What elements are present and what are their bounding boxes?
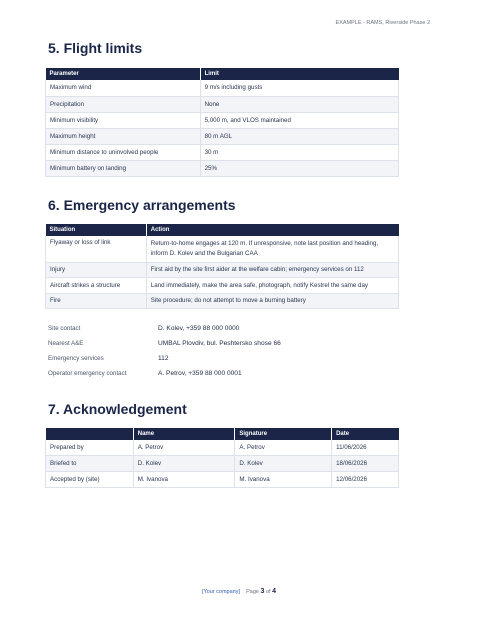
cell-parameter: Maximum height (46, 128, 201, 144)
column-header-signature: Signature (235, 428, 332, 440)
column-header-situation: Situation (46, 224, 147, 236)
cell-limit: 25% (200, 160, 398, 176)
contact-label: Emergency services (48, 355, 104, 362)
cell-limit: None (200, 96, 398, 112)
table-row (46, 96, 399, 112)
cell-signature: M. Ivanova (235, 471, 332, 487)
table-row (46, 440, 399, 455)
table-header-row (46, 68, 399, 80)
contact-row (48, 366, 281, 381)
column-header-date: Date (332, 428, 399, 440)
cell-date: 11/06/2026 (332, 440, 399, 455)
cell-role: Accepted by (site) (46, 471, 134, 487)
column-header-role (46, 428, 134, 440)
cell-situation: Flyaway or loss of link (46, 236, 147, 262)
table-row (46, 80, 399, 96)
table-row (46, 471, 399, 487)
cell-parameter: Precipitation (46, 96, 201, 112)
page-label: Page (246, 589, 259, 595)
table-row (46, 160, 399, 176)
section-title-acknowledgement: 7. Acknowledgement (48, 401, 187, 417)
page-total: 4 (272, 588, 276, 595)
contact-row (48, 351, 281, 366)
table-row (46, 236, 399, 262)
column-header-limit: Limit (200, 68, 398, 80)
contact-value: D. Kolev, +359 88 000 0000 (158, 325, 240, 332)
table-row (46, 455, 399, 471)
column-header-parameter: Parameter (46, 68, 201, 80)
cell-limit: 80 m AGL (200, 128, 398, 144)
table-row (46, 293, 399, 308)
emergency-table (45, 224, 399, 309)
acknowledgement-table (45, 428, 399, 488)
page-footer (0, 588, 478, 595)
cell-situation: Aircraft strikes a structure (46, 277, 147, 293)
table-row (46, 144, 399, 160)
contact-label: Operator emergency contact (48, 370, 127, 377)
cell-role: Briefed to (46, 455, 134, 471)
cell-action: Site procedure; do not attempt to move a burning battery (146, 293, 398, 308)
contact-label: Nearest A&E (48, 340, 84, 347)
cell-limit: 5,000 m, and VLOS maintained (200, 112, 398, 128)
emergency-contacts (48, 321, 281, 381)
cell-parameter: Minimum distance to uninvolved people (46, 144, 201, 160)
cell-action: Return-to-home engages at 120 m. If unresponsive, note last position and heading, inform D. Kolev and the Bulgarian CAA (146, 236, 398, 262)
cell-name: A. Petrov (133, 440, 235, 455)
cell-name: M. Ivanova (133, 471, 235, 487)
page-of-label: of (265, 589, 271, 595)
column-header-name: Name (133, 428, 235, 440)
cell-parameter: Minimum visibility (46, 112, 201, 128)
cell-name: D. Kolev (133, 455, 235, 471)
table-row (46, 112, 399, 128)
running-header: EXAMPLE - RAMS, Riverside Phase 2 (335, 20, 430, 26)
cell-action: Land immediately, make the area safe, photograph, notify Kestrel the same day (146, 277, 398, 293)
table-row (46, 262, 399, 277)
cell-limit: 9 m/s including gusts (200, 80, 398, 96)
company-placeholder: [Your company] (202, 589, 241, 595)
cell-signature: D. Kolev (235, 455, 332, 471)
contact-value: 112 (158, 355, 169, 362)
table-header-row (46, 224, 399, 236)
cell-limit: 30 m (200, 144, 398, 160)
column-header-action: Action (146, 224, 398, 236)
section-title-flight-limits: 5. Flight limits (48, 40, 143, 56)
cell-role: Prepared by (46, 440, 134, 455)
page-number: 3 (260, 588, 265, 595)
section-title-emergency: 6. Emergency arrangements (48, 197, 236, 213)
table-row (46, 277, 399, 293)
cell-situation: Injury (46, 262, 147, 277)
table-header-row (46, 428, 399, 440)
cell-parameter: Minimum battery on landing (46, 160, 201, 176)
cell-signature: A. Petrov (235, 440, 332, 455)
cell-date: 18/06/2026 (332, 455, 399, 471)
contact-row (48, 321, 281, 336)
contact-row (48, 336, 281, 351)
contact-label: Site contact (48, 325, 81, 332)
cell-date: 12/06/2026 (332, 471, 399, 487)
contact-value: UMBAL Plovdiv, bul. Peshtersko shose 66 (158, 340, 281, 347)
flight-limits-table (45, 68, 399, 177)
table-row (46, 128, 399, 144)
cell-situation: Fire (46, 293, 147, 308)
cell-action: First aid by the site first aider at the welfare cabin; emergency services on 112 (146, 262, 398, 277)
contact-value: A. Petrov, +359 88 000 0001 (158, 370, 242, 377)
cell-parameter: Maximum wind (46, 80, 201, 96)
